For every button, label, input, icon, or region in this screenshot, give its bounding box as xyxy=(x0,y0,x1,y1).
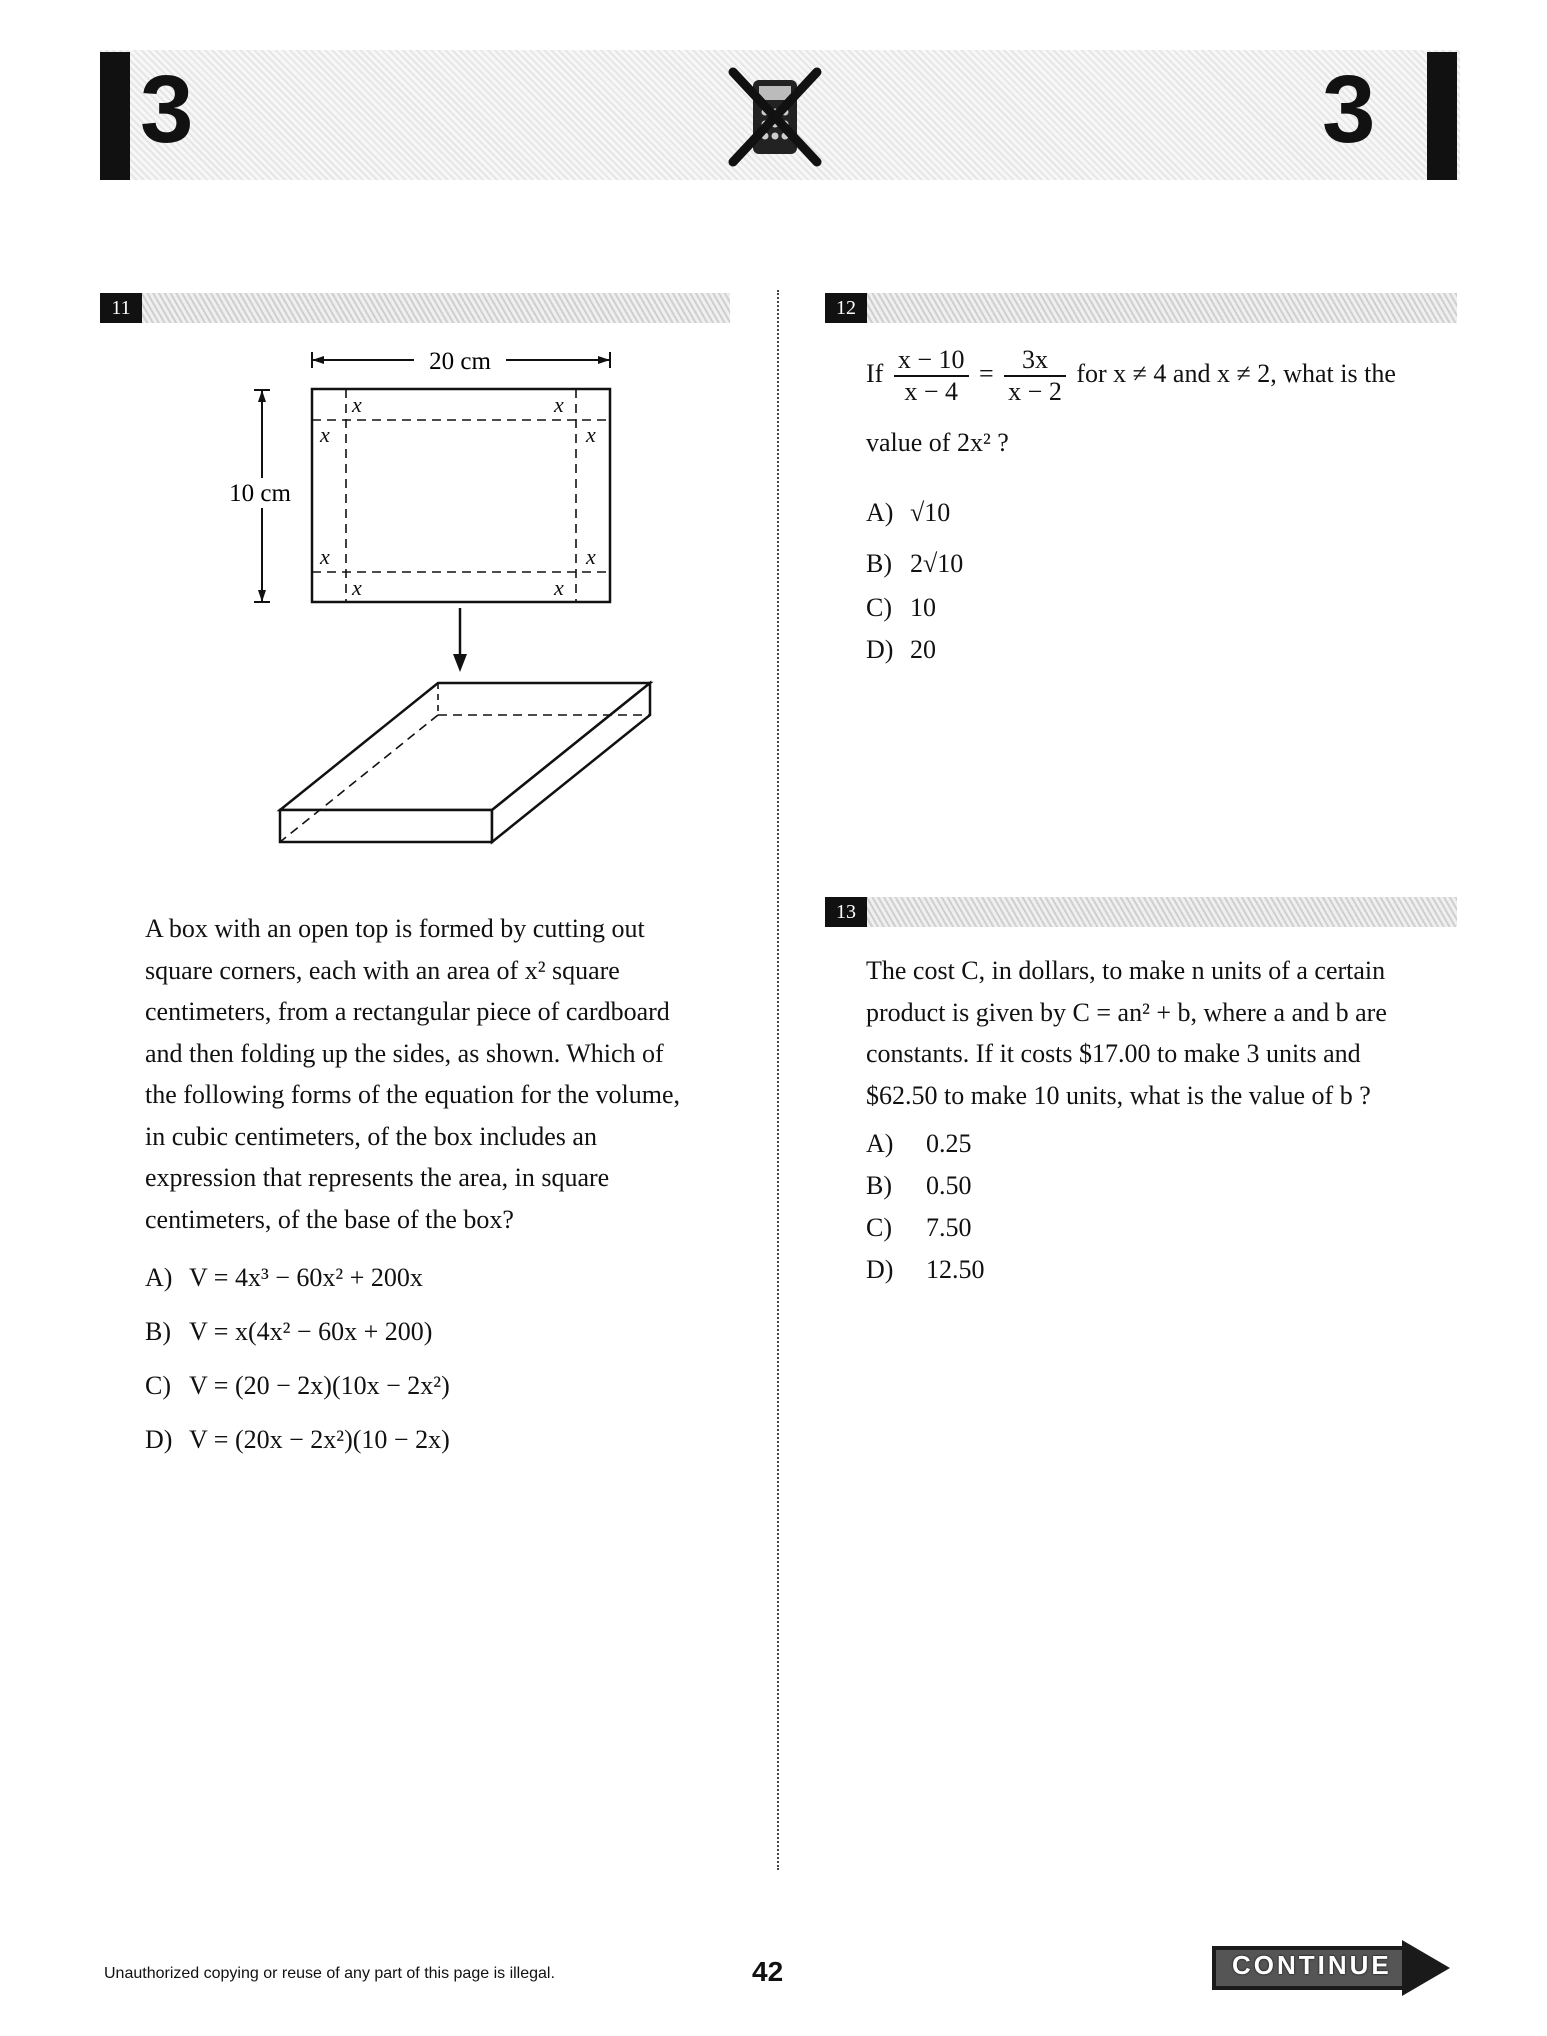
fraction-numerator: x − 10 xyxy=(894,345,969,377)
fraction-denominator: x − 4 xyxy=(904,377,958,406)
choice-text: 7.50 xyxy=(926,1213,972,1242)
choice-label: C) xyxy=(866,1213,892,1242)
choice-label: D) xyxy=(866,635,894,664)
choice-text: 2√10 xyxy=(910,549,964,578)
choice-c[interactable] xyxy=(866,592,936,624)
corner-x-label: x xyxy=(586,422,596,447)
fraction-numerator: 3x xyxy=(1004,345,1066,377)
fraction-right xyxy=(1004,345,1066,407)
question-12-number: 12 xyxy=(825,293,867,323)
stem-line: The cost C, in dollars, to make n units of a certain xyxy=(866,956,1386,985)
choice-b[interactable] xyxy=(145,1316,432,1348)
equals-sign: = xyxy=(979,358,994,388)
choice-d[interactable] xyxy=(145,1424,450,1456)
no-calculator-icon xyxy=(725,62,825,172)
question-12-stem-line2: value of 2x² ? xyxy=(866,428,1009,457)
question-13-header-bar xyxy=(825,897,1457,927)
section-bar-right xyxy=(1427,52,1457,180)
stem-line: the following forms of the equation for the volume, xyxy=(145,1080,681,1109)
stem-line: $62.50 to make 10 units, what is the value of b ? xyxy=(866,1080,1371,1110)
choice-a[interactable] xyxy=(866,497,950,529)
corner-x-label: x xyxy=(554,575,564,600)
corner-x-label: x xyxy=(352,575,362,600)
choice-label: B) xyxy=(866,549,892,578)
choice-text: V = (20x − 2x²)(10 − 2x) xyxy=(189,1425,450,1454)
corner-x-label: x xyxy=(554,392,564,417)
question-11-number: 11 xyxy=(100,293,142,323)
choice-text: 10 xyxy=(910,593,936,622)
height-label: 10 cm xyxy=(229,480,291,507)
choice-label: A) xyxy=(145,1263,173,1292)
question-11-stem xyxy=(145,908,745,1240)
choice-text: V = 4x³ − 60x² + 200x xyxy=(189,1263,423,1292)
continue-label: CONTINUE xyxy=(1232,1950,1392,1980)
stem-line: centimeters, from a rectangular piece of cardboard xyxy=(145,997,670,1026)
choice-a[interactable] xyxy=(866,1128,972,1160)
choice-d[interactable] xyxy=(866,1254,985,1286)
choice-label: C) xyxy=(145,1371,171,1400)
question-11-header-bar xyxy=(100,293,730,323)
choice-b[interactable] xyxy=(866,1170,972,1202)
corner-x-label: x xyxy=(586,544,596,569)
choice-label: B) xyxy=(866,1171,892,1200)
width-label: 20 cm xyxy=(429,348,491,375)
choice-c[interactable] xyxy=(866,1212,972,1244)
choice-d[interactable] xyxy=(866,634,936,666)
corner-x-label: x xyxy=(320,544,330,569)
choice-text: 12.50 xyxy=(926,1255,985,1284)
choice-label: B) xyxy=(145,1317,171,1346)
section-number-right: 3 xyxy=(1322,56,1376,163)
choice-text: V = x(4x² − 60x + 200) xyxy=(189,1317,433,1346)
choice-label: A) xyxy=(866,1129,894,1158)
section-bar-left xyxy=(100,52,130,180)
choice-label: A) xyxy=(866,498,894,527)
page-number: 42 xyxy=(752,1956,784,1987)
stem-line: in cubic centimeters, of the box includes an xyxy=(145,1121,597,1151)
choice-text: 20 xyxy=(910,635,936,664)
corner-x-label: x xyxy=(352,392,362,417)
choice-a[interactable] xyxy=(145,1262,423,1294)
choice-label: D) xyxy=(145,1425,173,1454)
section-number-left: 3 xyxy=(140,56,194,163)
stem-line: A box with an open top is formed by cutting out xyxy=(145,914,645,943)
question-12-header-bar xyxy=(825,293,1457,323)
column-divider xyxy=(777,290,779,1870)
stem-line: centimeters, of the base of the box? xyxy=(145,1204,514,1234)
choice-text: 0.25 xyxy=(926,1129,972,1158)
if-word: If xyxy=(866,358,884,388)
fraction-left xyxy=(894,345,969,407)
copyright-notice: Unauthorized copying or reuse of any part of this page is illegal. xyxy=(104,1965,555,1982)
choice-label: C) xyxy=(866,593,892,622)
stem-line: expression that represents the area, in square xyxy=(145,1163,610,1192)
corner-x-label: x xyxy=(320,422,330,447)
choice-text: √10 xyxy=(910,498,951,527)
choice-text: V = (20 − 2x)(10x − 2x²) xyxy=(189,1371,450,1400)
fraction-denominator: x − 2 xyxy=(1008,377,1062,406)
choice-c[interactable] xyxy=(145,1370,450,1402)
choice-label: D) xyxy=(866,1255,894,1284)
stem-line: product is given by C = an² + b, where a and b are xyxy=(866,997,1387,1027)
stem-line: and then folding up the sides, as shown. Which of xyxy=(145,1038,664,1068)
question-12-stem xyxy=(866,345,1466,407)
box-diagram xyxy=(210,340,680,860)
choice-b[interactable] xyxy=(866,548,963,580)
stem-line: constants. If it costs $17.00 to make 3 units and xyxy=(866,1039,1361,1068)
choice-text: 0.50 xyxy=(926,1171,972,1200)
question-13-number: 13 xyxy=(825,897,867,927)
condition-text: for x ≠ 4 and x ≠ 2, what is the xyxy=(1076,358,1396,388)
stem-line: square corners, each with an area of x² square xyxy=(145,955,620,985)
question-13-stem xyxy=(866,950,1456,1116)
